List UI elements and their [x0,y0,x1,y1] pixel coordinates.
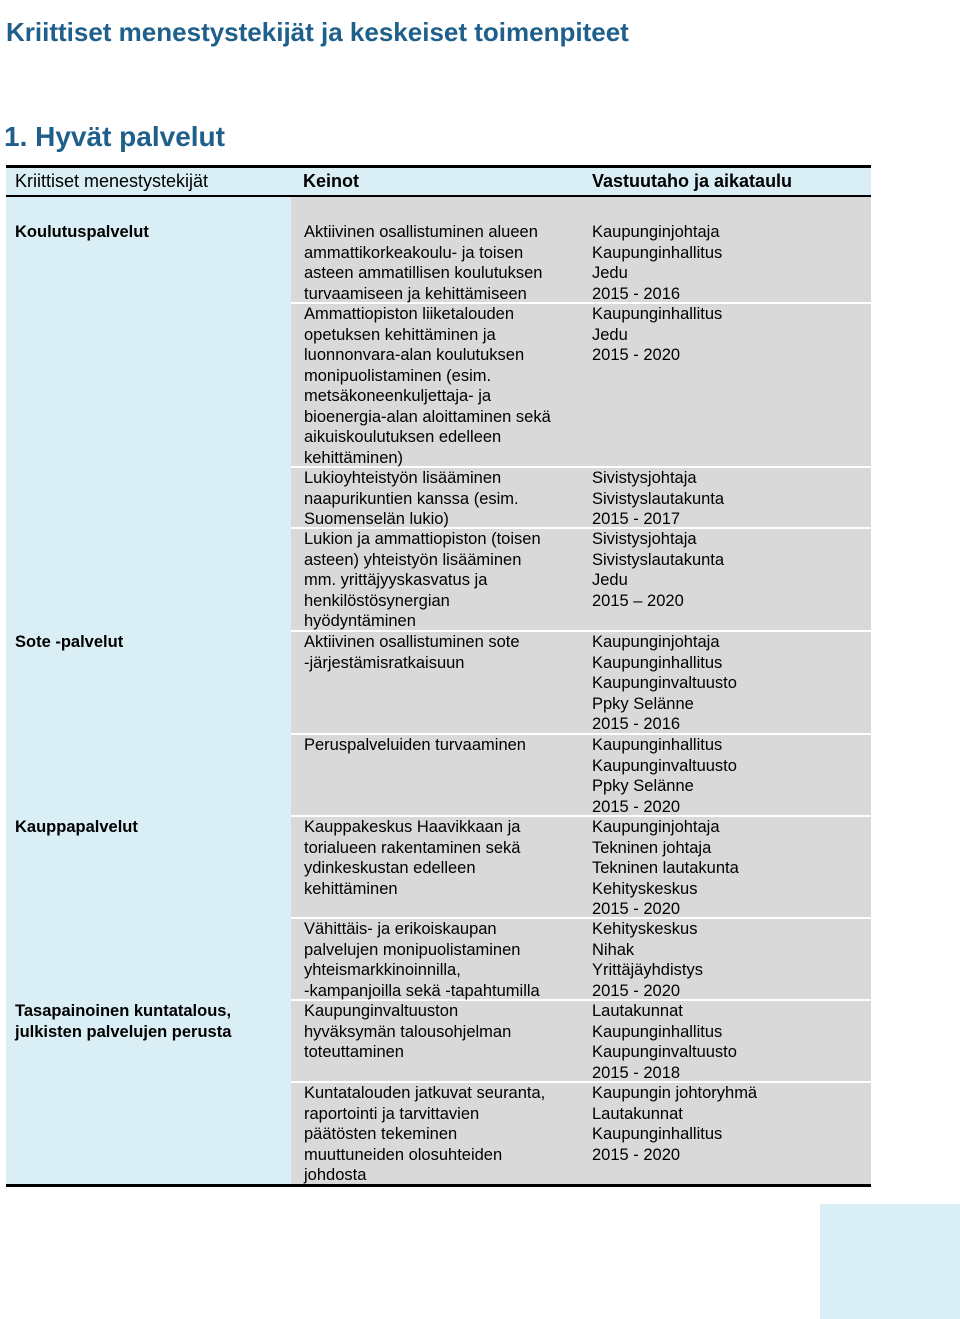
responsible-cell: Kaupunginjohtaja Kaupunginhallitus Kaupunginvaltuusto Ppky Selänne 2015 - 2016 [592,633,737,733]
category-social-health: Sote -palvelut [15,633,124,651]
action-cell: Kuntatalouden jatkuvat seuranta, raportointi ja tarvittavien päätösten tekeminen muuttuneiden olosuhteiden johdosta [304,1084,546,1184]
category-municipal-finance: Tasapainoinen kuntatalous, julkisten palvelujen perusta [15,1002,232,1041]
category-commerce: Kauppapalvelut [15,818,138,836]
responsible-cell: Sivistysjohtaja Sivistyslautakunta 2015 - 2017 [592,469,725,528]
responsible-cell: Kaupunginjohtaja Tekninen johtaja Tekninen lautakunta Kehityskeskus 2015 - 2020 [592,818,739,918]
section-title: 1. Hyvät palvelut [4,121,225,153]
action-cell: Kaupunginvaltuuston hyväksymän talousohjelman toteuttaminen [304,1002,512,1061]
responsible-cell: Sivistysjohtaja Sivistyslautakunta Jedu 2015 – 2020 [592,530,725,610]
header-success-factors: Kriittiset menestystekijät [6,168,291,195]
corner-decoration [820,1204,960,1319]
responsible-cell: Kaupungin johtoryhmä Lautakunnat Kaupunginhallitus 2015 - 2020 [592,1084,758,1164]
responsible-cell: Lautakunnat Kaupunginhallitus Kaupunginvaltuusto 2015 - 2018 [592,1002,737,1082]
action-cell: Peruspalveluiden turvaaminen [304,736,526,754]
table-bottom-rule [6,1184,871,1187]
header-responsible-schedule: Vastuutaho ja aikataulu [579,168,871,195]
responsible-cell: Kehityskeskus Nihak Yrittäjäyhdistys 2015 - 2020 [592,920,703,1000]
action-cell: Vähittäis- ja erikoiskaupan palvelujen monipuolistaminen yhteismarkkinoinnilla, -kampanjoilla sekä -tapahtumilla [304,920,540,1000]
responsible-cell: Kaupunginhallitus Kaupunginvaltuusto Ppky Selänne 2015 - 2020 [592,736,737,816]
action-cell: Aktiivinen osallistuminen sote -järjestämisratkaisuun [304,633,520,672]
action-cell: Lukioyhteistyön lisääminen naapurikuntien kanssa (esim. Suomenselän lukio) [304,469,519,528]
action-cell: Aktiivinen osallistuminen alueen ammattikorkeakoulu- ja toisen asteen ammatillisen koulutuksen turvaamiseen ja kehittämiseen [304,223,543,303]
category-education: Koulutuspalvelut [15,223,149,241]
action-cell: Kauppakeskus Haavikkaan ja torialueen rakentaminen sekä ydinkeskustan edelleen kehittäminen [304,818,521,898]
responsible-cell: Kaupunginhallitus Jedu 2015 - 2020 [592,305,723,364]
action-cell: Lukion ja ammattiopiston (toisen asteen) yhteistyön lisääminen mm. yrittäjyyskasvatus ja henkilöstösynergian hyödyntäminen [304,530,541,630]
header-means: Keinot [291,168,579,195]
table-spacer-row [291,197,871,221]
action-cell: Ammattiopiston liiketalouden opetuksen kehittäminen ja luonnonvara-alan koulutuksen monipuolistaminen (esim. metsäkoneenkuljettaja- ja bioenergia-alan aloittaminen sekä aikuiskoulutuksen edelleen kehittäminen) [304,305,551,467]
page-title: Kriittiset menestystekijät ja keskeiset toimenpiteet [6,17,629,48]
responsible-cell: Kaupunginjohtaja Kaupunginhallitus Jedu 2015 - 2016 [592,223,723,303]
